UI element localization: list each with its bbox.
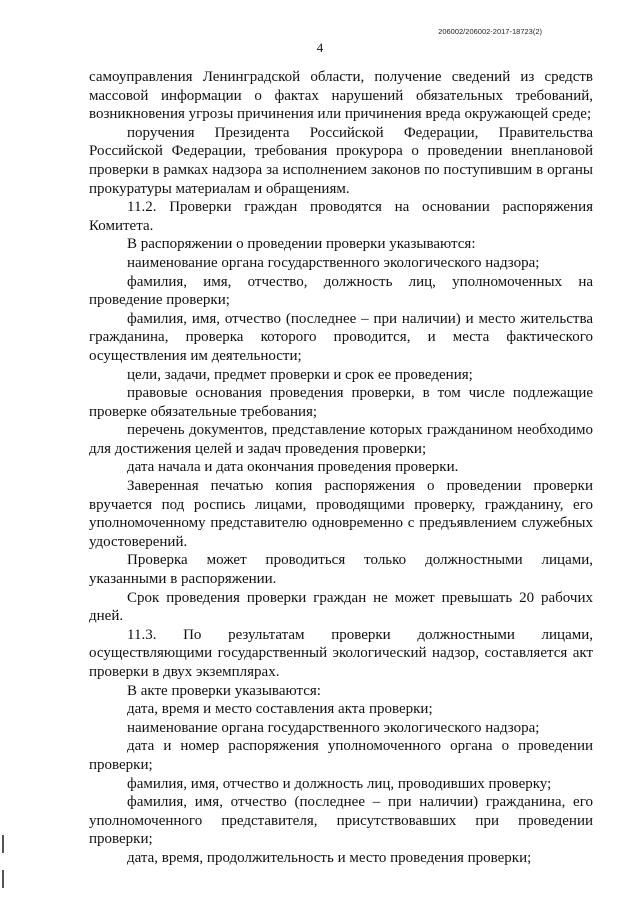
paragraph: В акте проверки указываются: (127, 682, 321, 699)
paragraph: Срок проведения проверки граждан не может превышать 20 рабочих дней. (89, 589, 593, 625)
paragraph: наименование органа государственного экологического надзора; (127, 254, 540, 271)
paragraph: самоуправления Ленинградской области, получение сведений из средств массовой информации о фактах нарушений обязательных требований, возникновения угрозы причинения или причинения вреда окружающей среде; (89, 69, 593, 123)
paragraph: наименование органа государственного экологического надзора; (127, 719, 540, 736)
paragraph: дата, время, продолжительность и место проведения проверки; (127, 849, 532, 866)
paragraph: фамилия, имя, отчество и должность лиц, проводивших проверку; (127, 775, 552, 792)
document-body (89, 68, 593, 868)
paragraph: Проверка может проводиться только должностными лицами, указанными в распоряжении. (89, 552, 593, 588)
document-id: 206002/206002-2017-18723(2) (438, 27, 542, 36)
page-number: 4 (316, 40, 324, 55)
paragraph: 11.3. По результатам проверки должностными лицами, осуществляющими государственный экологический надзор, составляется акт проверки в двух экземплярах. (89, 626, 593, 680)
paragraph: Заверенная печатью копия распоряжения о проведении проверки вручается под роспись лицами, проводящими проверку, гражданину, его уполномоченному представителю одновременно с предъявлением служебных удостоверений. (89, 478, 593, 550)
scan-edge-mark (2, 870, 4, 888)
paragraph: дата, время и место составления акта проверки; (127, 701, 433, 718)
paragraph: фамилия, имя, отчество (последнее – при наличии) и место жительства гражданина, проверка которого проводится, и места фактического осуществления им деятельности; (89, 310, 593, 364)
paragraph: В распоряжении о проведении проверки указываются: (127, 236, 476, 253)
paragraph: фамилия, имя, отчество (последнее – при наличии) гражданина, его уполномоченного представителя, присутствовавших при проведении проверки; (89, 794, 593, 848)
paragraph: дата и номер распоряжения уполномоченного органа о проведении проверки; (89, 738, 593, 773)
paragraph: фамилия, имя, отчество, должность лиц, уполномоченных на проведение проверки; (89, 273, 593, 309)
paragraph: перечень документов, представление которых гражданином необходимо для достижения целей и задач проведения проверки; (89, 422, 593, 457)
paragraph: дата начала и дата окончания проведения проверки. (127, 459, 459, 476)
paragraph: цели, задачи, предмет проверки и срок ее проведения; (127, 366, 473, 383)
paragraph: правовые основания проведения проверки, в том числе подлежащие проверке обязательные требования; (89, 385, 593, 420)
paragraph: 11.2. Проверки граждан проводятся на основании распоряжения Комитета. (89, 199, 593, 234)
paragraph: поручения Президента Российской Федерации, Правительства Российской Федерации, требования прокурора о проведении внеплановой проверки в рамках надзора за исполнением законов по поступившим в органы прокуратуры материалам и обращениям. (89, 124, 593, 197)
scan-edge-mark (2, 835, 4, 853)
